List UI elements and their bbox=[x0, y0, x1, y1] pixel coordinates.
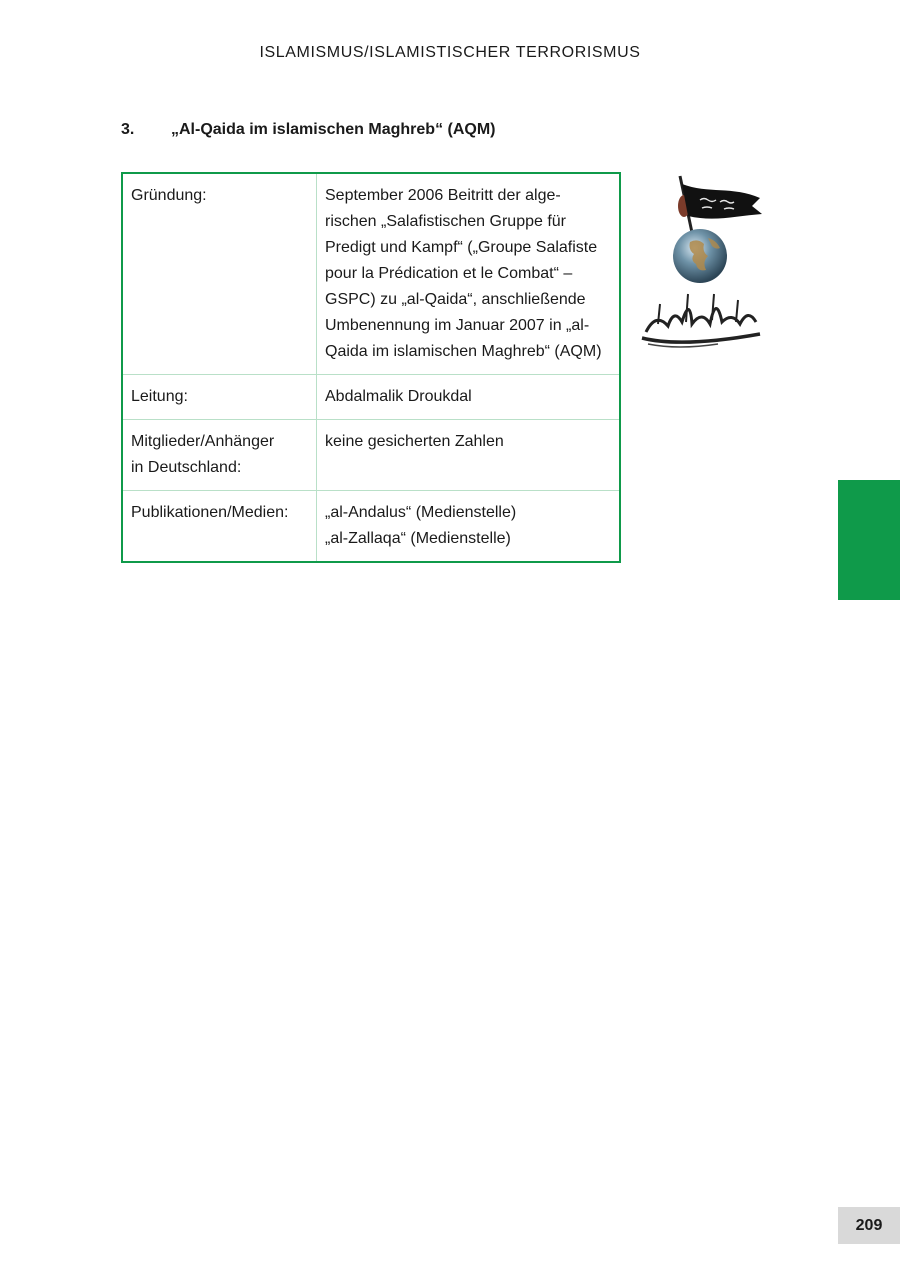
page-number: 209 bbox=[838, 1207, 900, 1244]
row-value-line: pour la Prédication et le Combat“ – bbox=[325, 265, 573, 282]
row-value-line: Qaida im islamischen Maghreb“ (AQM) bbox=[325, 343, 602, 360]
section-title: „Al-Qaida im islamischen Maghreb“ (AQM) bbox=[171, 121, 496, 138]
section-heading bbox=[121, 121, 496, 139]
row-value-line: Predigt und Kampf“ („Groupe Salafiste bbox=[325, 239, 598, 256]
row-value-line: September 2006 Beitritt der alge- bbox=[325, 187, 561, 204]
row-value-line: „al-Andalus“ (Medienstelle) bbox=[325, 504, 517, 521]
row-label bbox=[122, 173, 317, 375]
table-row bbox=[122, 375, 620, 420]
row-label-line: Leitung: bbox=[131, 388, 188, 405]
row-label bbox=[122, 491, 317, 563]
table-row bbox=[122, 420, 620, 491]
fact-table bbox=[121, 172, 621, 563]
row-value-line: Abdalmalik Droukdal bbox=[325, 388, 472, 405]
chapter-tab bbox=[838, 480, 900, 600]
row-value bbox=[317, 173, 621, 375]
row-value-line: GSPC) zu „al-Qaida“, anschließende bbox=[325, 291, 586, 308]
table-row bbox=[122, 173, 620, 375]
row-label bbox=[122, 420, 317, 491]
row-label bbox=[122, 375, 317, 420]
row-value-line: rischen „Salafistischen Gruppe für bbox=[325, 213, 566, 230]
row-value-line: „al-Zallaqa“ (Medienstelle) bbox=[325, 530, 511, 547]
row-value-line: Umbenennung im Januar 2007 in „al- bbox=[325, 317, 590, 334]
row-value bbox=[317, 491, 621, 563]
row-label-line: Mitglieder/Anhänger bbox=[131, 433, 275, 450]
row-label-line: Publikationen/Medien: bbox=[131, 504, 289, 521]
row-label-line: Gründung: bbox=[131, 187, 207, 204]
row-value bbox=[317, 420, 621, 491]
row-label-line: in Deutschland: bbox=[131, 459, 242, 476]
aqm-emblem-icon bbox=[638, 172, 768, 358]
row-value bbox=[317, 375, 621, 420]
row-value-line: keine gesicherten Zahlen bbox=[325, 433, 504, 450]
section-number: 3. bbox=[121, 121, 135, 138]
running-header: ISLAMISMUS/ISLAMISTISCHER TERRORISMUS bbox=[259, 44, 641, 61]
table-row bbox=[122, 491, 620, 563]
